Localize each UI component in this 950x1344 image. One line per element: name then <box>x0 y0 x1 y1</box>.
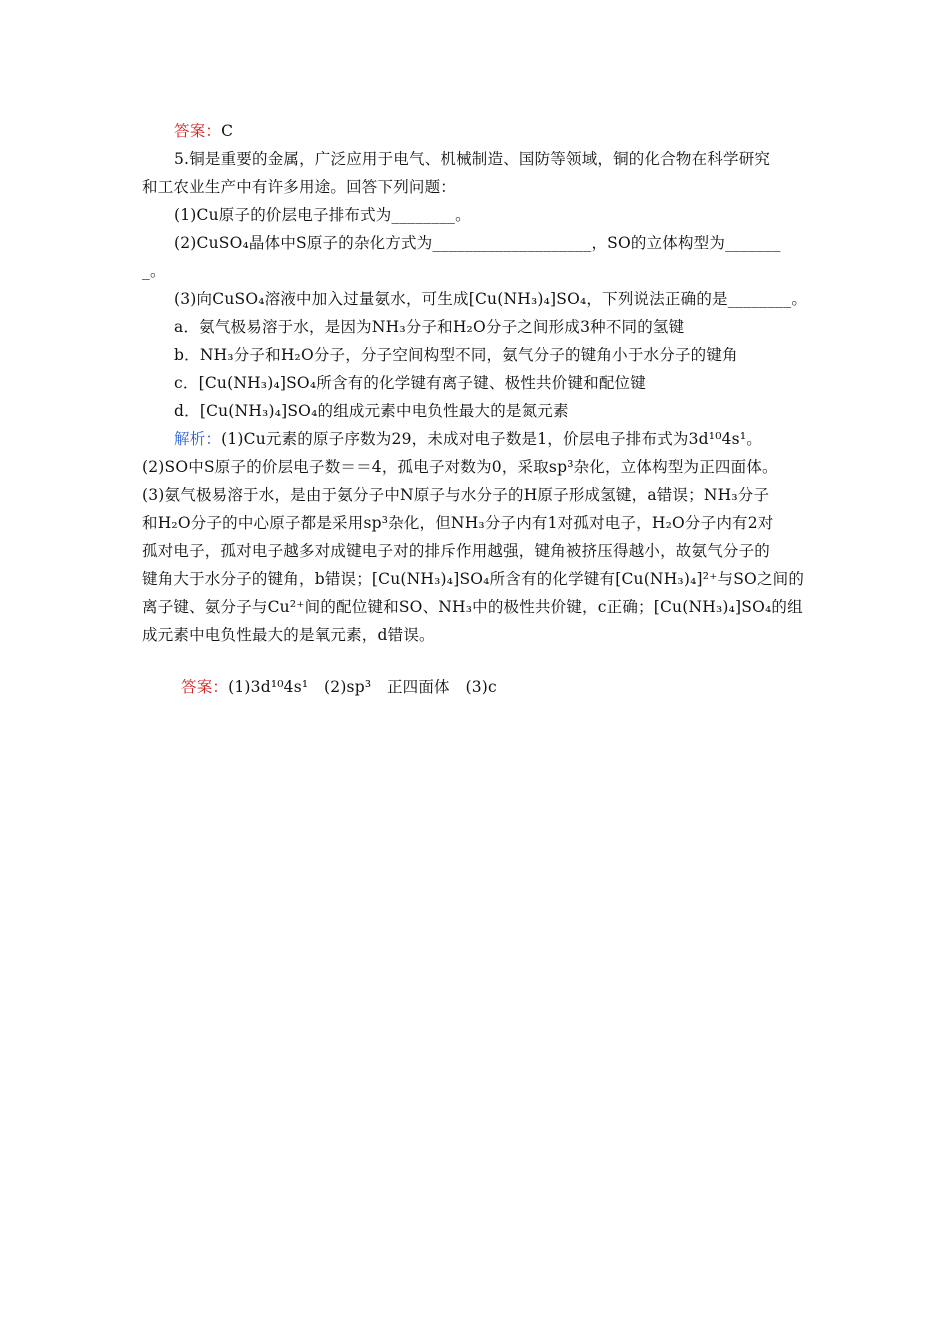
question-stem-line-1: 5.铜是重要的金属，广泛应用于电气、机械制造、国防等领域，铜的化合物在科学研究 <box>174 150 771 168</box>
option-c: c．[Cu(NH₃)₄]SO₄所含有的化学键有离子键、极性共价键和配位键 <box>174 374 646 392</box>
analysis-line-4: 和H₂O分子的中心原子都是采用sp³杂化，但NH₃分子内有1对孤对电子，H₂O分子内有2对 <box>142 514 774 532</box>
option-b: b．NH₃分子和H₂O分子，分子空间构型不同，氨气分子的键角小于水分子的键角 <box>174 346 738 364</box>
answer-label: 答案： <box>174 122 222 140</box>
previous-answer <box>174 120 854 142</box>
analysis-text-1: (1)Cu元素的原子序数为29，未成对电子数是1，价层电子排布式为3d¹⁰4s¹。 <box>221 430 762 448</box>
analysis-line-8: 成元素中电负性最大的是氧元素，d错误。 <box>142 626 435 644</box>
analysis-line-5: 孤对电子，孤对电子越多对成键电子对的排斥作用越强，键角被挤压得越小，故氨气分子的 <box>142 542 771 560</box>
final-answer-label: 答案： <box>181 678 229 696</box>
analysis-label: 解析： <box>174 430 222 448</box>
question-part-1: (1)Cu原子的价层电子排布式为________。 <box>174 206 471 224</box>
analysis-line-1 <box>174 428 854 450</box>
analysis-line-3: (3)氨气极易溶于水，是由于氨分子中N原子与水分子的H原子形成氢键，a错误；NH₃分子 <box>142 486 770 504</box>
analysis-line-2: (2)SO中S原子的价层电子数＝＝4，孤电子对数为0，采取sp³杂化，立体构型为正四面体。 <box>142 458 778 476</box>
option-d: d．[Cu(NH₃)₄]SO₄的组成元素中电负性最大的是氮元素 <box>174 402 569 420</box>
question-part-2-line-2: _。 <box>142 262 166 280</box>
analysis-line-7: 离子键、氨分子与Cu²⁺间的配位键和SO、NH₃中的极性共价键，c正确；[Cu(NH₃)₄]SO₄的组 <box>142 598 803 616</box>
question-stem-line-2: 和工农业生产中有许多用途。回答下列问题： <box>142 178 457 196</box>
option-a: a．氨气极易溶于水，是因为NH₃分子和H₂O分子之间形成3种不同的氢键 <box>174 318 685 336</box>
final-answer-value: (1)3d¹⁰4s¹ (2)sp³ 正四面体 (3)c <box>228 678 497 696</box>
answer-value: C <box>221 122 234 140</box>
question-part-3: (3)向CuSO₄溶液中加入过量氨水，可生成[Cu(NH₃)₄]SO₄，下列说法正确的是________。 <box>174 290 808 308</box>
analysis-line-6: 键角大于水分子的键角，b错误；[Cu(NH₃)₄]SO₄所含有的化学键有[Cu(NH₃)₄]²⁺与SO之间的 <box>142 570 805 588</box>
question-part-2-line-1: (2)CuSO₄晶体中S原子的杂化方式为____________________，SO的立体构型为_______ <box>174 234 781 252</box>
final-answer <box>181 676 861 698</box>
